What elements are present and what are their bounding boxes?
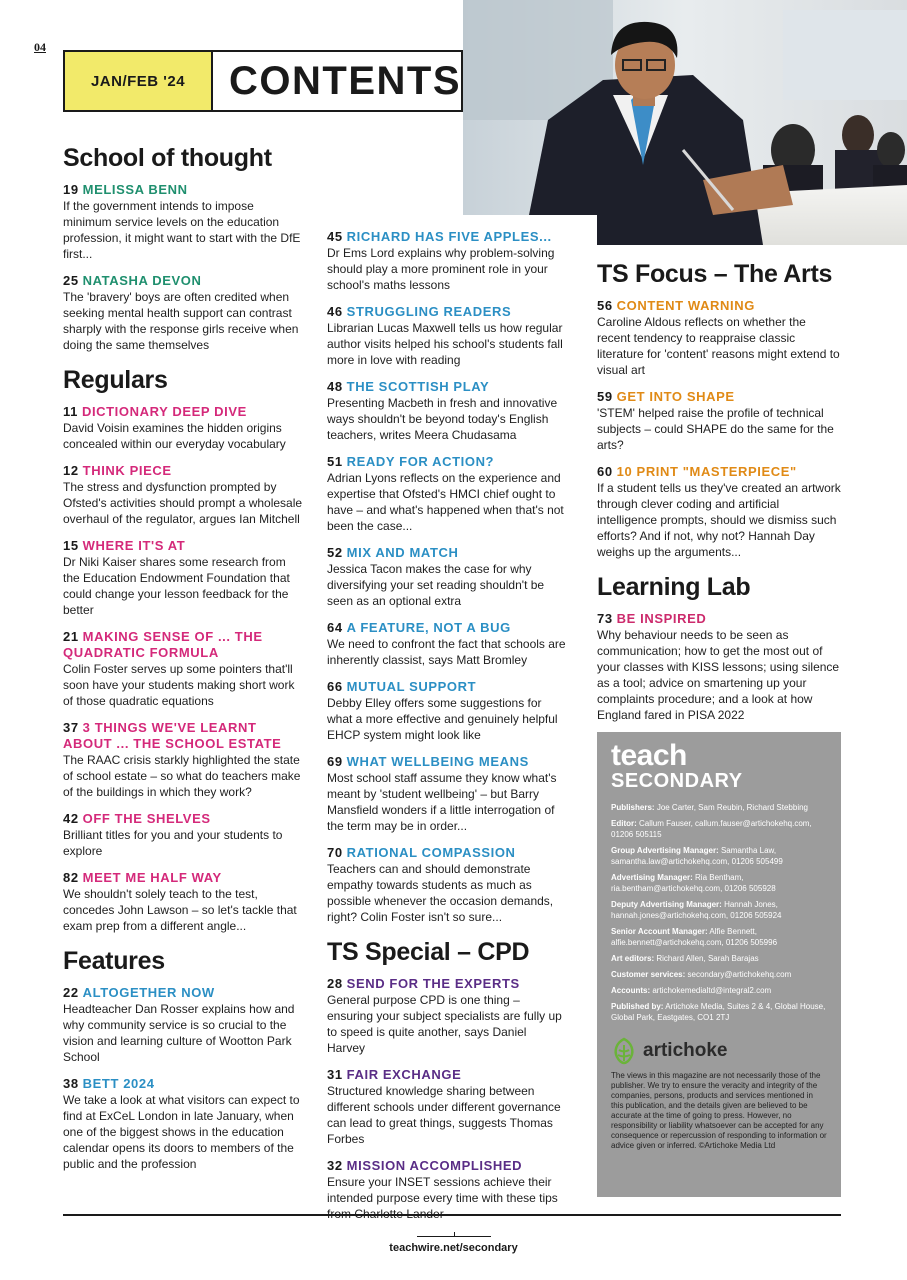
secondary-logo: SECONDARY [611,770,743,792]
entry-page: 42 [63,811,79,826]
teach-logo: teach [611,739,687,772]
credit-label: Group Advertising Manager: [611,846,719,855]
disclaimer: The views in this magazine are not necessarily those of the publisher. We try to ensure the veracity and integrity of the companies, persons, products and services mentioned in this publication, and the details given are believed to be accurate at the time of going to press. However, no responsibility or liability whatsoever can be accepted for any consequence or repercussion of responding to information or advice given or inferred. ©Artichoke Media Ltd [611,1071,827,1150]
artichoke-logo-text: artichoke [643,1040,728,1061]
entry-page: 48 [327,379,343,394]
credit-value: Alfie Bennett, alfie.bennett@artichokehq.com, 01206 505996 [611,927,778,947]
entry-page: 31 [327,1067,343,1082]
entry-page: 22 [63,985,79,1000]
page-title: CONTENTS [229,58,461,103]
entry-title: WHERE IT'S AT [82,538,186,553]
entry-page: 21 [63,629,79,644]
entry-page: 45 [327,229,343,244]
entry-desc: Librarian Lucas Maxwell tells us how regular author visits helped his school's students fall more in love with reading [327,321,563,367]
entry-title: OFF THE SHELVES [82,811,211,826]
entry-title: MELISSA BENN [82,182,188,197]
toc-entry[interactable] [63,870,303,934]
entry-desc: Jessica Tacon makes the case for why diversifying your set reading shouldn't be seen as an optional extra [327,562,545,608]
toc-entry[interactable] [63,182,303,262]
entry-page: 19 [63,182,79,197]
entry-page: 59 [597,389,613,404]
toc-entry[interactable] [327,1158,567,1222]
entry-desc: We need to confront the fact that schools are inherently classist, says Matt Bromley [327,637,566,667]
entry-desc: Presenting Macbeth in fresh and innovative ways shouldn't be beyond today's English teachers, writes Meera Chudasama [327,396,558,442]
credit-row [611,985,827,996]
entry-page: 66 [327,679,343,694]
credit-label: Publishers: [611,803,655,812]
section-title: TS Special – CPD [327,938,530,966]
credit-value: Callum Fauser, callum.fauser@artichokehq.com, 01206 505115 [611,819,812,839]
entry-page: 12 [63,463,79,478]
toc-entry[interactable] [327,304,567,368]
toc-entry[interactable] [327,679,567,743]
entry-desc: Brilliant titles for you and your students to explore [63,828,283,858]
credit-label: Accounts: [611,986,651,995]
credits-list [611,802,827,1023]
credit-value[interactable]: secondary@artichokehq.com [687,970,792,979]
entry-page: 56 [597,298,613,313]
toc-entry[interactable] [63,1076,303,1172]
credit-row [611,872,827,894]
entry-desc: The RAAC crisis starkly highlighted the state of school estate – so what do teachers make of the buildings in which they work? [63,753,301,799]
entry-desc: If the government intends to impose minimum service levels on the education profession, it might want to start with the DfE first... [63,199,301,261]
entry-title: WHAT WELLBEING MEANS [346,754,529,769]
entry-title: CONTENT WARNING [616,298,755,313]
section-title: Features [63,947,165,975]
credit-label: Deputy Advertising Manager: [611,900,722,909]
credit-value: Richard Allen, Sarah Barajas [656,954,759,963]
entry-page: 11 [63,404,78,419]
entry-desc: Debby Elley offers some suggestions for what a more effective and genuinely helpful EHCP system might look like [327,696,558,742]
entry-page: 38 [63,1076,79,1091]
section-title: School of thought [63,144,272,172]
entry-title: MISSION ACCOMPLISHED [346,1158,523,1173]
entry-desc: Dr Niki Kaiser shares some research from the Education Endowment Foundation that could change your lesson feedback for the better [63,555,290,617]
credit-label: Art editors: [611,954,655,963]
credit-row [611,926,827,948]
entry-title: MEET ME HALF WAY [82,870,222,885]
entry-page: 28 [327,976,343,991]
entry-page: 25 [63,273,79,288]
entry-title: 3 THINGS WE'VE LEARNT ABOUT ... THE SCHOOL ESTATE [63,720,282,751]
entry-title: ALTOGETHER NOW [82,985,215,1000]
entry-title: RICHARD HAS FIVE APPLES... [346,229,552,244]
entry-desc: Headteacher Dan Rosser explains how and why community service is so crucial to the vision and learning culture of Wootton Park School [63,1002,295,1064]
entry-title: MAKING SENSE OF ... THE QUADRATIC FORMULA [63,629,263,660]
toc-entry[interactable] [63,811,303,859]
toc-entry[interactable] [327,620,567,668]
entry-desc: David Voisin examines the hidden origins concealed within our everyday vocabulary [63,421,286,451]
entry-title: READY FOR ACTION? [346,454,495,469]
masthead-panel [597,732,841,1197]
entry-page: 37 [63,720,79,735]
toc-entry[interactable] [327,754,567,834]
footer-url[interactable]: teachwire.net/secondary [389,1242,518,1254]
entry-desc: Ensure your INSET sessions achieve their intended purpose every time with these tips [327,1175,558,1205]
section-title: Learning Lab [597,573,751,601]
toc-entry[interactable] [327,229,567,293]
page-number: 04 [34,40,46,54]
toc-entry[interactable] [63,720,303,800]
entry-page: 46 [327,304,343,319]
entry-desc: Structured knowledge sharing between different schools under different governance can lead to great things, suggests Thomas Forbes [327,1084,561,1146]
footer-rule [63,1214,841,1216]
entry-desc: The stress and dysfunction prompted by Ofsted's activities should prompt a wholesale overhaul of the regulator, argues Ian Mitchell [63,480,303,526]
footer-tick [454,1232,455,1237]
entry-title: BE INSPIRED [616,611,707,626]
entry-page: 64 [327,620,343,635]
credit-row [611,1001,827,1023]
column-left [63,142,303,1183]
column-right [597,258,841,734]
entry-desc: Why behaviour needs to be seen as communication; how to get the most out of your classes with KISS lessons; using silence as a tool; advice on smartening up your complaints procedure; and a look at how England fared in PISA 2022 [597,628,840,722]
entry-desc: The 'bravery' boys are often credited when seeking mental health support can contrast sharply with the response girls receive when doing the same themselves [63,290,299,352]
section-title: TS Focus – The Arts [597,260,833,288]
toc-entry[interactable] [327,454,567,534]
toc-entry[interactable] [327,545,567,609]
issue-date: JAN/FEB '24 [65,52,213,110]
credit-value: Artichoke Media, Suites 2 & 4, Global House, Global Park, Eastgates, CO1 2TJ [611,1002,826,1022]
toc-entry[interactable] [597,298,841,378]
credit-label: Senior Account Manager: [611,927,708,936]
entry-title: A FEATURE, NOT A BUG [346,620,511,635]
credit-row [611,845,827,867]
toc-entry[interactable] [63,629,303,709]
entry-title: SEND FOR THE EXPERTS [346,976,520,991]
toc-entry[interactable] [327,379,567,443]
credit-row [611,802,827,813]
toc-entry[interactable] [63,273,303,353]
entry-title: 10 PRINT "MASTERPIECE" [616,464,797,479]
entry-desc: Teachers can and should demonstrate empathy towards students as much as possible whenever the occasion demands, right? Colin Foster isn't so sure... [327,862,554,924]
entry-title: THINK PIECE [82,463,172,478]
toc-entry[interactable] [63,985,303,1065]
entry-title: STRUGGLING READERS [346,304,512,319]
cover-photo [463,0,907,245]
entry-page: 51 [327,454,343,469]
entry-desc: Most school staff assume they know what's meant by 'student wellbeing' – but Barry Mansfield wonders if a little interrogation of the term may be in order... [327,771,557,833]
entry-title: THE SCOTTISH PLAY [346,379,490,394]
entry-page: 32 [327,1158,343,1173]
entry-page: 15 [63,538,79,553]
artichoke-brand [611,1037,827,1065]
entry-title: MUTUAL SUPPORT [346,679,477,694]
entry-desc: General purpose CPD is one thing – ensuring your subject specialists are fully up to speed is quite another, says Daniel Harvey [327,993,562,1055]
entry-desc: Caroline Aldous reflects on whether the recent tendency to reappraise classic literature for 'content' reasons might extend to visual art [597,315,840,377]
credit-value: Hannah Jones, hannah.jones@artichokehq.com, 01206 505924 [611,900,782,920]
credit-value: Samantha Law, samantha.law@artichokehq.com, 01206 505499 [611,846,783,866]
toc-entry[interactable] [327,1067,567,1147]
credit-label: Customer services: [611,970,686,979]
credit-label: Advertising Manager: [611,873,693,882]
toc-entry[interactable] [597,611,841,723]
entry-page: 60 [597,464,613,479]
credit-row [611,818,827,840]
credit-value[interactable]: artichokemedialtd@integral2.com [652,986,772,995]
artichoke-icon [611,1037,637,1065]
entry-desc: We take a look at what visitors can expect to find at ExCeL London in late January, when one of the biggest shows in the education calendar opens its doors to members of the public and the profession [63,1093,300,1171]
entry-title: NATASHA DEVON [82,273,202,288]
entry-desc: Dr Ems Lord explains why problem-solving should play a more prominent role in your school's maths lessons [327,246,555,292]
entry-page: 73 [597,611,613,626]
credit-value: Ria Bentham, ria.bentham@artichokehq.com, 01206 505928 [611,873,776,893]
toc-entry[interactable] [597,464,841,560]
entry-desc: We shouldn't solely teach to the test, concedes John Lawson – so let's tackle that exam prep from a different angle... [63,887,297,933]
toc-entry[interactable] [63,538,303,618]
entry-desc: Adrian Lyons reflects on the experience and expertise that Ofsted's HMCI chief ought to have – and what's happened when that's not been the case... [327,471,564,533]
section-title: Regulars [63,366,168,394]
credit-label: Published by: [611,1002,664,1011]
contents-header [63,50,463,112]
toc-entry[interactable] [327,976,567,1056]
entry-title: FAIR EXCHANGE [346,1067,462,1082]
credit-row [611,899,827,921]
entry-desc: Colin Foster serves up some pointers that'll soon have your students making short work of those quadratic equations [63,662,295,708]
toc-entry[interactable] [327,845,567,925]
entry-page: 69 [327,754,343,769]
entry-title: DICTIONARY DEEP DIVE [81,404,247,419]
entry-desc: 'STEM' helped raise the profile of technical subjects – could SHAPE do the same for the arts? [597,406,834,452]
credit-row [611,953,827,964]
entry-page: 52 [327,545,343,560]
entry-title: RATIONAL COMPASSION [346,845,516,860]
toc-entry[interactable] [63,404,303,452]
toc-entry[interactable] [597,389,841,453]
entry-title: MIX AND MATCH [346,545,459,560]
entry-title: GET INTO SHAPE [616,389,735,404]
classroom-student-image [463,0,907,245]
credit-row [611,969,827,980]
entry-title: BETT 2024 [82,1076,155,1091]
credit-value: Joe Carter, Sam Reubin, Richard Stebbing [656,803,809,812]
credit-label: Editor: [611,819,637,828]
entry-desc: If a student tells us they've created an artwork through clever coding and artificial intelligence prompts, should we dismiss such efforts? And if not, why not? Hannah Day weighs up the arguments... [597,481,841,559]
entry-page: 82 [63,870,79,885]
toc-entry[interactable] [63,463,303,527]
entry-page: 70 [327,845,343,860]
column-middle [327,229,567,1233]
